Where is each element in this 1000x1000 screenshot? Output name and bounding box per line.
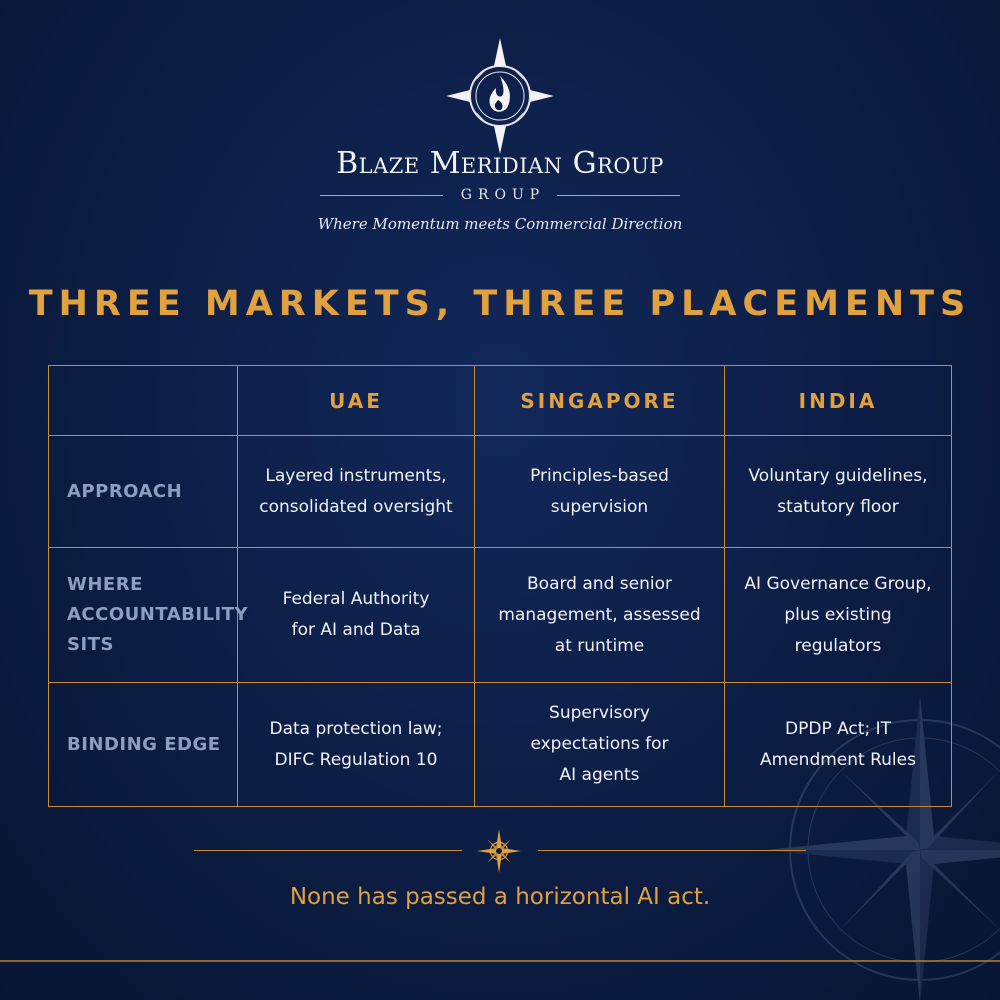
cell-line: management, assessed	[498, 604, 701, 625]
brand-sub-row	[320, 187, 680, 203]
brand-name: Blaze Meridian Group	[336, 146, 664, 181]
table-corner-cell	[49, 366, 238, 436]
row-header-line: BINDING EDGE	[67, 733, 221, 755]
cell-line: Board and senior	[527, 573, 672, 594]
cell-line: for AI and Data	[291, 620, 421, 640]
cell-line: Amendment Rules	[760, 749, 916, 770]
brand-rule-right	[557, 195, 680, 196]
table-cell	[725, 436, 952, 548]
row-header-accountability	[49, 548, 249, 683]
row-header-binding-edge	[49, 683, 238, 807]
table-cell	[725, 548, 952, 683]
column-header-uae: UAE	[238, 366, 475, 436]
cell-line: supervision	[550, 496, 649, 517]
cell-line: statutory floor	[777, 496, 899, 517]
row-header-line: WHERE	[67, 574, 143, 595]
cell-line: Data protection law;	[269, 718, 443, 739]
footer-note: None has passed a horizontal AI act.	[289, 884, 711, 910]
table-cell	[238, 548, 475, 683]
table-cell	[475, 683, 725, 807]
compass-star-icon	[476, 828, 522, 874]
cell-line: DIFC Regulation 10	[274, 749, 438, 770]
brand-rule-left	[320, 195, 443, 196]
cell-line: AI agents	[559, 765, 640, 785]
cell-line: Supervisory	[549, 703, 650, 723]
page-title: THREE MARKETS, THREE PLACEMENTS	[28, 284, 972, 324]
table-cell	[238, 436, 475, 548]
table-row	[49, 436, 952, 548]
table-row	[49, 548, 952, 683]
brand-sub: GROUP	[460, 187, 546, 203]
row-header-line: APPROACH	[67, 480, 183, 502]
row-header-line: SITS	[67, 634, 114, 655]
column-header-singapore: SINGAPORE	[475, 366, 725, 436]
cell-line: Voluntary guidelines,	[748, 465, 928, 486]
comparison-table	[48, 365, 952, 807]
cell-line: DPDP Act; IT	[785, 718, 891, 739]
cell-line: at runtime	[554, 635, 645, 656]
cell-line: regulators	[794, 635, 882, 656]
row-header-approach	[49, 436, 238, 548]
table-cell	[725, 683, 952, 807]
cell-line: Layered instruments,	[265, 465, 447, 486]
table-header-row	[49, 366, 952, 436]
cell-line: plus existing	[784, 604, 892, 625]
brand-tagline: Where Momentum meets Commercial Direction	[317, 215, 683, 233]
divider-line-right	[538, 850, 806, 851]
table-row	[49, 683, 952, 807]
cell-line: Principles-based	[530, 465, 669, 486]
cell-line: consolidated oversight	[259, 496, 453, 517]
table-cell	[475, 548, 725, 683]
cell-line: expectations for	[530, 734, 669, 754]
divider-line-left	[194, 850, 462, 851]
cell-line: AI Governance Group,	[744, 573, 932, 594]
row-header-line: ACCOUNTABILITY	[67, 604, 249, 625]
compass-flame-icon	[440, 36, 560, 156]
table-cell	[475, 436, 725, 548]
bottom-rule	[0, 960, 1000, 962]
table-cell	[238, 683, 475, 807]
cell-line: Federal Authority	[282, 589, 430, 609]
column-header-india: INDIA	[725, 366, 952, 436]
